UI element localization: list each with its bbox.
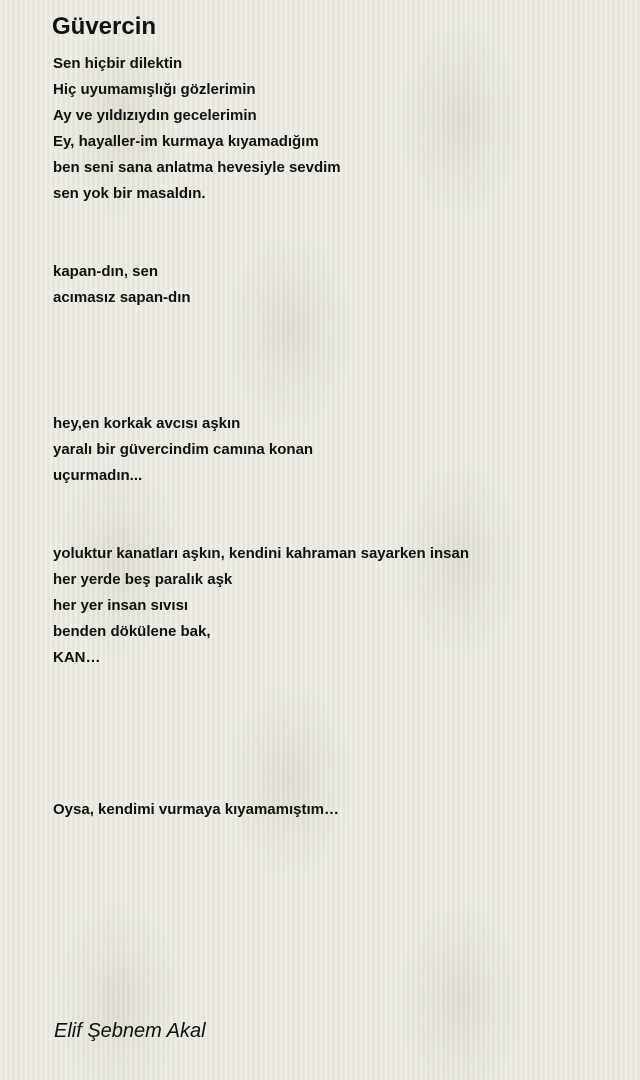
poem-line: yoluktur kanatları aşkın, kendini kahraman sayarken insan (53, 545, 470, 562)
poem-line: benden dökülene bak, (53, 623, 211, 640)
poem-line: Sen hiçbir dilektin (53, 55, 183, 72)
poem-line: ben seni sana anlatma hevesiyle sevdim (53, 159, 341, 176)
poem-line: yaralı bir güvercindim camına konan (53, 441, 314, 458)
poem-line: hey,en korkak avcısı aşkın (53, 415, 241, 432)
poem-line: acımasız sapan-dın (53, 289, 191, 306)
poem-line: uçurmadın... (53, 467, 143, 484)
poem-line: kapan-dın, sen (53, 263, 159, 280)
poem-title: Güvercin (52, 13, 157, 40)
poem-line: Hiç uyumamışlığı gözlerimin (53, 81, 256, 98)
poem-line: sen yok bir masaldın. (53, 185, 206, 202)
poem-line: Oysa, kendimi vurmaya kıyamamıştım… (53, 801, 339, 818)
poem-line: Ay ve yıldızıydın gecelerimin (53, 107, 257, 124)
poem-line: her yerde beş paralık aşk (53, 571, 233, 588)
poem-line: her yer insan sıvısı (53, 597, 189, 614)
author-name: Elif Şebnem Akal (54, 1020, 206, 1042)
poem-line: Ey, hayaller-im kurmaya kıyamadığım (53, 133, 319, 150)
poem-line: KAN… (53, 649, 101, 666)
